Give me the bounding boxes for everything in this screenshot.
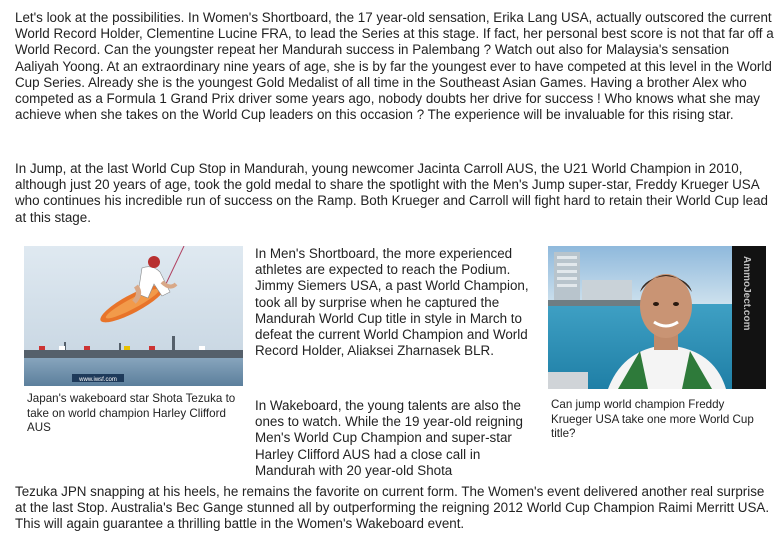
banner-text: www.iwsf.com [79,377,117,383]
photo-freddy-krueger [548,246,766,389]
wakeboarder-illustration [24,246,243,386]
paragraph-jump: In Jump, at the last World Cup Stop in Mandurah, young newcomer Jacinta Carroll AUS, the U21 World Champion in 2010, although just 20 years of age, took the gold medal to share the spotlight with the Men's Jump super-star, Freddy Krueger USA who continues his incredible run of success on the Ramp. Both Krueger and Carroll will fight hard to retain their World Cup lead at this stage. [15,161,768,225]
paragraph-womens-shortboard: Let's look at the possibilities. In Women's Shortboard, the 17 year-old sensation, Erika Lang USA, actually outscored the current World Record Holder, Clementine Lucine FRA, to lead the Series at this stage. If fact, her personal best score is not that far off a World Record. Can the youngster repeat her Mandurah success in Palembang ? Watch out also for Malaysia's sensation Aaliyah Yoong. At an extraordinary nine years of age, she is by far the youngest ever to have competed at this level in the World Cup Series. Already she is the youngest Gold Medalist of all time in the Southeast Asian Games. Having a brother Alex who competed as a Formula 1 Grand Prix driver some years ago, nobody doubts her drive for success ! Who knows what she may achieve when she takes on the World Cup leaders on this occasion ? The experience will be invaluable for this rising star. [15,10,774,123]
paragraph-wakeboard: In Wakeboard, the young talents are also the ones to watch. While the 19 year-old reigning Men's World Cup Champion and super-star Harley Clifford AUS had a close call in Mandurah with 20 year-old Shota [255,398,523,478]
portrait-illustration [548,246,766,389]
photo-caption-wakeboarder: Japan's wakeboard star Shota Tezuka to take on world champion Harley Clifford AUS [27,392,236,435]
photo-caption-freddy-krueger: Can jump world champion Freddy Krueger USA take one more World Cup title? [551,398,754,441]
paragraph-mens-shortboard: In Men's Shortboard, the more experienced athletes are expected to reach the Podium. Jimmy Siemers USA, a past World Champion, took all by surprise when he captured the Mandurah World Cup title in style in March to defeat the current World Champion and World Record Holder, Aliaksei Zharnasek BLR. [255,246,529,359]
paragraph-wakeboard-continued: Tezuka JPN snapping at his heels, he remains the favorite on current form. The Women's event delivered another real surprise at the last Stop. Australia's Bec Gange stunned all by outperforming the reigning 2012 World Cup Champion Raimi Merritt USA. This will again guarantee a thrilling battle in the Women's Wakeboard event. [15,484,770,532]
photo-wakeboarder [24,246,243,386]
sign-text: AmmoJect.com [741,256,752,331]
